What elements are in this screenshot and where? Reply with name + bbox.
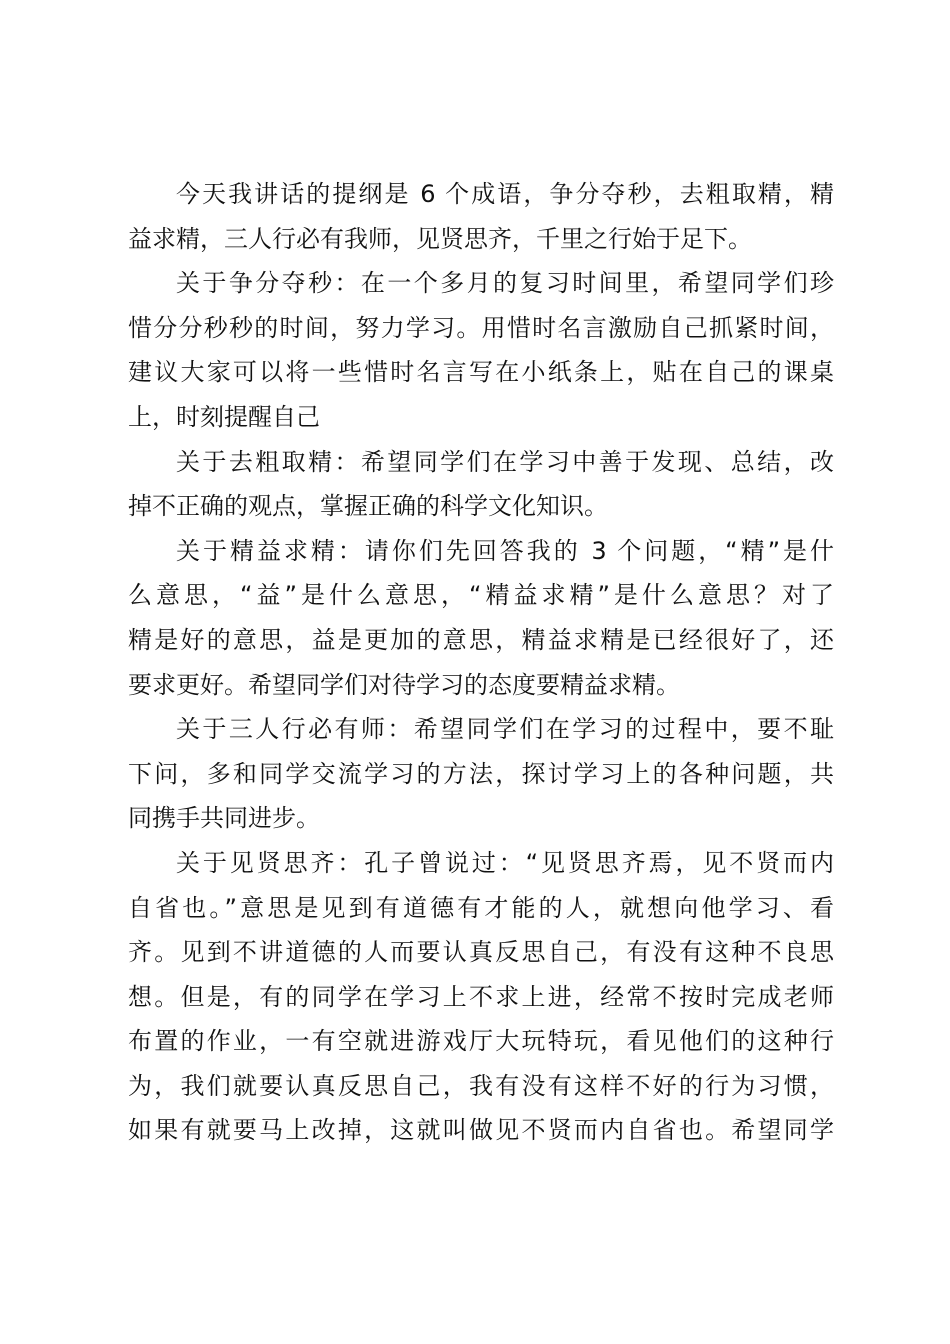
text-line: 关于三人行必有师：希望同学们在学习的过程中，要不耻	[176, 715, 834, 744]
paragraph-zheng-fen-duo-miao	[128, 261, 834, 439]
text-line: 关于争分夺秒：在一个多月的复习时间里，希望同学们珍	[176, 269, 834, 298]
paragraph-jing-yi-qiu-jing	[128, 529, 834, 707]
text-line: 惜分分秒秒的时间，努力学习。用惜时名言激励自己抓紧时间，	[128, 313, 834, 342]
paragraph-san-ren-xing	[128, 707, 834, 841]
text-line: 如果有就要马上改掉，这就叫做见不贤而内自省也。希望同学	[128, 1116, 834, 1145]
text-line: 掉不正确的观点，掌握正确的科学文化知识。	[128, 492, 608, 521]
text-line: 要求更好。希望同学们对待学习的态度要精益求精。	[128, 670, 680, 699]
text-line: 齐。见到不讲道德的人而要认真反思自己，有没有这种不良思	[128, 938, 834, 967]
text-line: 关于去粗取精：希望同学们在学习中善于发现、总结，改	[176, 447, 834, 476]
paragraph-jian-xian-si-qi	[128, 841, 834, 1153]
text-line: 精是好的意思，益是更加的意思，精益求精是已经很好了，还	[128, 625, 834, 654]
paragraph-qu-cu-qu-jing	[128, 440, 834, 529]
text-line: 为，我们就要认真反思自己，我有没有这样不好的行为习惯，	[128, 1071, 834, 1100]
paragraph-outline	[128, 172, 834, 261]
text-line: 布置的作业，一有空就进游戏厅大玩特玩，看见他们的这种行	[128, 1027, 834, 1056]
document-body	[128, 172, 834, 1153]
text-line: 么意思，“益”是什么意思，“精益求精”是什么意思？对了	[128, 581, 834, 610]
text-line: 自省也。”意思是见到有道德有才能的人，就想向他学习、看	[128, 893, 834, 922]
text-line: 益求精，三人行必有我师，见贤思齐，千里之行始于足下。	[128, 224, 752, 253]
text-line: 上，时刻提醒自己	[128, 402, 320, 431]
text-line: 下问，多和同学交流学习的方法，探讨学习上的各种问题，共	[128, 759, 834, 788]
text-line: 同携手共同进步。	[128, 804, 320, 833]
text-line: 想。但是，有的同学在学习上不求上进，经常不按时完成老师	[128, 982, 834, 1011]
text-line: 今天我讲话的提纲是 6 个成语，争分夺秒，去粗取精，精	[176, 180, 834, 208]
text-line: 建议大家可以将一些惜时名言写在小纸条上，贴在自己的课桌	[128, 358, 834, 387]
text-line: 关于精益求精：请你们先回答我的 3 个问题，“精”是什	[176, 536, 834, 565]
text-line: 关于见贤思齐：孔子曾说过：“见贤思齐焉，见不贤而内	[176, 848, 834, 877]
